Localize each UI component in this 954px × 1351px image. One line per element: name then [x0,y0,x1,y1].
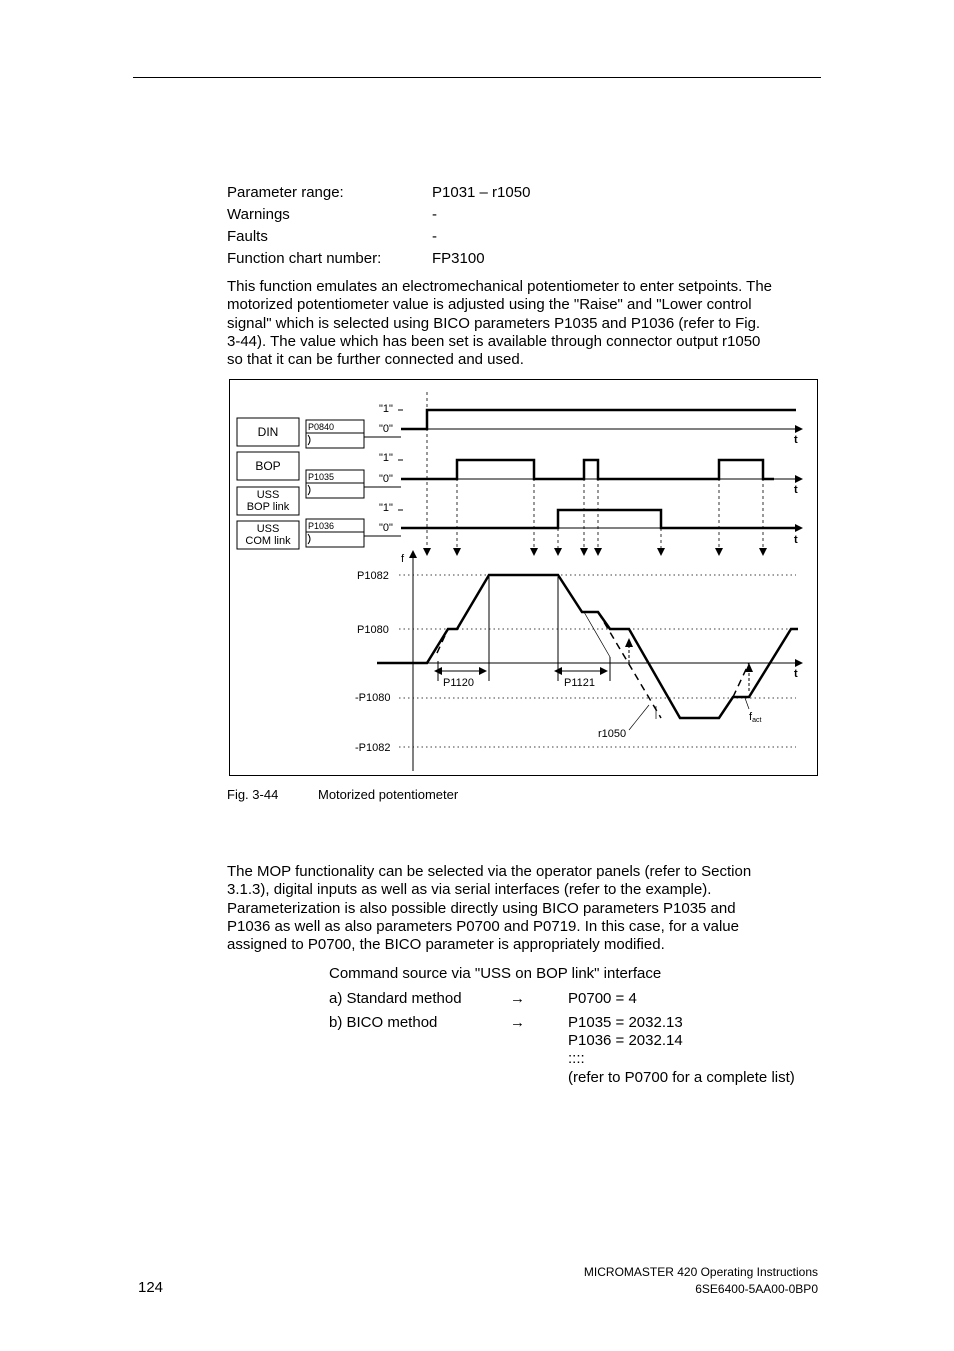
y-label-m1082: -P1082 [355,742,391,754]
event-lines [427,392,763,549]
param-value: FP3100 [432,250,485,267]
text-line: motorized potentiometer value is adjusted using the "Raise" and "Lower control [227,296,752,314]
ramp-up-label: P1120 [443,677,474,689]
y-label-m1080: -P1080 [355,692,391,704]
event-arrows [423,548,767,556]
fact-label: fact [749,711,762,724]
lower-signal [401,510,796,528]
param-label: Warnings [227,206,290,223]
standard-method-value: P0700 = 4 [568,990,637,1007]
uss-com-label: COM link [245,535,291,547]
standard-method-label: a) Standard method [329,990,462,1007]
text-line: P1036 as well as also parameters P0700 and P0719. In this case, for a value [227,917,739,935]
t-label: t [794,434,798,446]
arrow-icon: → [510,990,525,1007]
bico-value: :::: [568,1050,585,1067]
level-one: "1" [379,403,393,415]
page-number: 124 [138,1279,164,1296]
y-label-p1080: P1080 [357,624,389,636]
r1050-label: r1050 [598,728,627,740]
figure-number: Fig. 3-44 [227,787,279,802]
bico-value: P1035 = 2032.13 [568,1014,683,1031]
text-line: so that it can be further connected and used. [227,351,524,369]
text-line: 3.1.3), digital inputs as well as via serial interfaces (refer to the example). [227,881,712,899]
param-value: - [432,228,437,245]
level-zero: "0" [379,423,393,435]
text-line: 3-44). The value which has been set is available through connector output r1050 [227,332,761,350]
bico-value: P1036 = 2032.14 [568,1032,683,1049]
uss-bop-label: BOP link [246,501,290,513]
param-value: - [432,206,437,223]
footer-product: MICROMASTER 420 Operating Instructions [583,1265,818,1279]
bico-method-label: b) BICO method [329,1014,438,1031]
param-label: Faults [227,228,268,245]
uss-com-label: USS [256,523,280,535]
level-zero: "0" [379,473,393,485]
mop-timing-diagram [229,379,818,776]
text-line: signal" which is selected using BICO parameters P1035 and P1036 (refer to Fig. [227,314,761,332]
figure-title: Motorized potentiometer [318,787,459,802]
t-label: t [794,534,798,546]
r1050-leader [629,705,649,730]
level-one: "1" [379,502,393,514]
level-one: "1" [379,452,393,464]
text-line: The MOP functionality can be selected via the operator panels (refer to Section [227,863,752,880]
level-zero: "0" [379,522,393,534]
intro-paragraph [227,278,827,369]
command-heading: Command source via "USS on BOP link" interface [329,965,662,982]
param-boxes [306,420,364,547]
header-rule [133,77,821,78]
bop-label: BOP [255,459,281,473]
mop-paragraph [227,863,827,954]
t-label: t [794,484,798,496]
uss-bop-label: USS [256,489,280,501]
din-label: DIN [257,425,279,439]
fact-leader [745,698,749,709]
diagram-svg [230,380,819,777]
din-signal [401,410,796,429]
t-label: t [794,668,798,680]
r1050-curve [733,663,749,697]
p1035-label: P1035 [308,472,335,482]
ramp-down-label: P1121 [564,677,595,689]
bico-value: (refer to P0700 for a complete list) [568,1069,795,1086]
f-label: f [401,553,405,565]
text-line: Parameterization is also possible directly using BICO parameters P1035 and [227,899,736,917]
y-label-p1082: P1082 [357,570,389,582]
param-value: P1031 – r1050 [432,184,531,201]
source-boxes [237,418,299,549]
arrow-icon: → [510,1014,525,1031]
text-line: This function emulates an electromechanical potentiometer to enter setpoints. The [227,278,773,295]
fact-curve [377,575,798,718]
r1050-thin-line [584,612,610,657]
level-ticks [398,410,403,510]
footer-order-number: 6SE6400-5AA00-0BP0 [695,1282,818,1296]
param-label: Parameter range: [227,184,344,201]
p1036-label: P1036 [308,521,335,531]
ref-lines [399,575,796,747]
param-label: Function chart number: [227,250,382,267]
level-labels [379,403,393,534]
fact-arrows [625,638,753,691]
text-line: assigned to P0700, the BICO parameter is appropriately modified. [227,936,665,954]
p0840-label: P0840 [308,422,335,432]
